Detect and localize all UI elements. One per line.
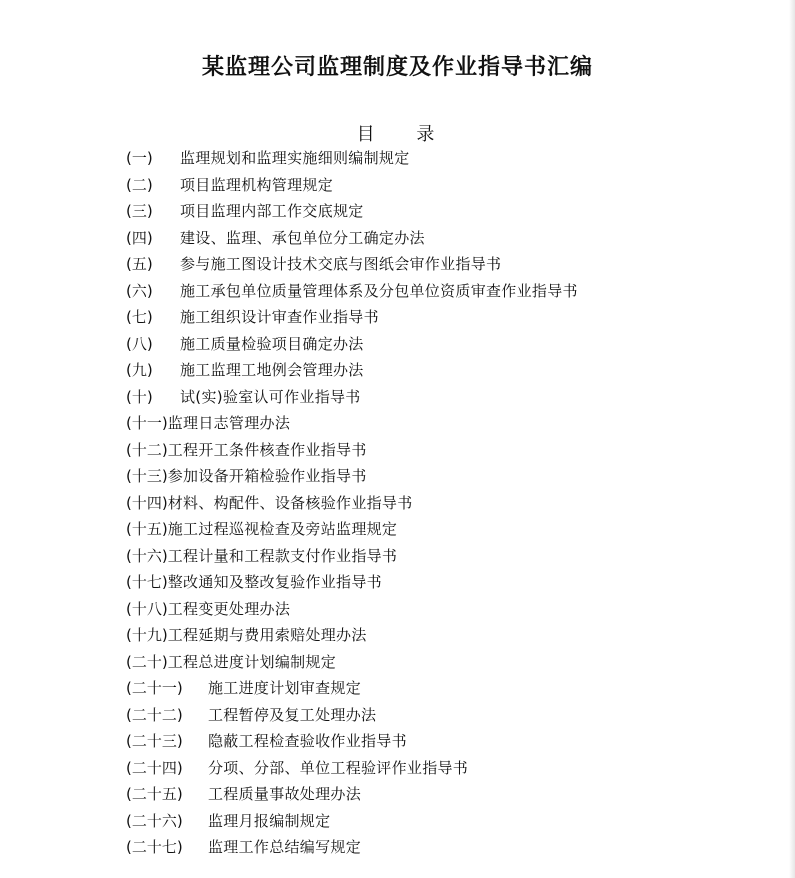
toc-entry-number: (一) xyxy=(126,149,153,167)
toc-entry-24 xyxy=(126,755,706,782)
toc-entry-text: 分项、分部、单位工程验评作业指导书 xyxy=(208,758,469,777)
toc-entry-text: 监理规划和监理实施细则编制规定 xyxy=(180,149,410,167)
toc-entry-12 xyxy=(126,437,706,464)
toc-entry-number: (二十七) xyxy=(126,838,183,856)
toc-entry-text: 整改通知及整改复验作业指导书 xyxy=(167,573,382,591)
toc-entry-1 xyxy=(126,145,706,172)
toc-entry-number: (十八) xyxy=(126,599,168,618)
toc-entry-2 xyxy=(126,172,706,199)
toc-entry-5 xyxy=(126,251,706,278)
toc-entry-3 xyxy=(126,198,706,225)
toc-entry-number: (六) xyxy=(126,281,153,300)
toc-entry-text: 材料、构配件、设备核验作业指导书 xyxy=(167,493,413,512)
toc-entry-27 xyxy=(126,834,706,861)
toc-entry-16 xyxy=(126,543,706,570)
toc-entry-number: (二十二) xyxy=(126,705,183,724)
toc-entry-18 xyxy=(126,596,706,623)
toc-entry-text: 工程开工条件核查作业指导书 xyxy=(167,440,367,459)
toc-entry-number: (四) xyxy=(126,228,153,247)
toc-entry-4 xyxy=(126,225,706,252)
toc-entry-text: 监理工作总结编写规定 xyxy=(208,838,362,856)
toc-entry-text: 建设、监理、承包单位分工确定办法 xyxy=(180,228,425,247)
toc-entry-9 xyxy=(126,357,706,384)
toc-entry-25 xyxy=(126,781,706,808)
toc-entry-text: 试(实)验室认可作业指导书 xyxy=(180,387,361,406)
toc-entry-number: (七) xyxy=(126,308,153,326)
toc-entry-15 xyxy=(126,516,706,543)
toc-entry-number: (十六) xyxy=(126,546,168,565)
toc-entry-number: (三) xyxy=(126,202,153,220)
toc-entry-26 xyxy=(126,808,706,835)
toc-entry-text: 工程质量事故处理办法 xyxy=(208,785,362,803)
toc-entry-13 xyxy=(126,463,706,490)
table-of-contents xyxy=(126,145,706,861)
toc-entry-10 xyxy=(126,384,706,411)
toc-entry-text: 工程暂停及复工处理办法 xyxy=(208,705,377,724)
toc-entry-text: 参与施工图设计技术交底与图纸会审作业指导书 xyxy=(180,255,502,273)
toc-entry-text: 工程变更处理办法 xyxy=(167,599,291,618)
toc-entry-number: (二十四) xyxy=(126,758,183,777)
toc-entry-22 xyxy=(126,702,706,729)
toc-entry-8 xyxy=(126,331,706,358)
document-title: 某监理公司监理制度及作业指导书汇编 xyxy=(201,55,593,80)
toc-entry-text: 施工过程巡视检查及旁站监理规定 xyxy=(167,520,398,538)
toc-entry-number: (十一) xyxy=(126,414,168,432)
toc-entry-number: (十) xyxy=(126,387,153,406)
toc-entry-6 xyxy=(126,278,706,305)
toc-entry-text: 施工进度计划审查规定 xyxy=(208,679,362,697)
toc-entry-number: (二十五) xyxy=(126,785,183,803)
toc-entry-number: (十三) xyxy=(126,467,168,485)
toc-entry-number: (九) xyxy=(126,361,153,379)
toc-entry-14 xyxy=(126,490,706,517)
toc-entry-number: (二十一) xyxy=(126,679,183,697)
toc-entry-number: (五) xyxy=(126,255,153,273)
toc-entry-20 xyxy=(126,649,706,676)
toc-entry-19 xyxy=(126,622,706,649)
toc-entry-11 xyxy=(126,410,706,437)
toc-entry-text: 监理日志管理办法 xyxy=(167,414,291,432)
toc-entry-text: 参加设备开箱检验作业指导书 xyxy=(167,467,367,485)
toc-entry-number: (二) xyxy=(126,175,153,194)
toc-entry-7 xyxy=(126,304,706,331)
toc-entry-number: (二十) xyxy=(126,652,168,671)
toc-heading: 目 录 xyxy=(356,124,453,145)
toc-entry-number: (二十三) xyxy=(126,732,183,750)
toc-entry-number: (十四) xyxy=(126,493,168,512)
toc-entry-number: (十五) xyxy=(126,520,168,538)
toc-entry-23 xyxy=(126,728,706,755)
toc-entry-text: 施工质量检验项目确定办法 xyxy=(180,334,364,353)
toc-entry-text: 施工组织设计审查作业指导书 xyxy=(180,308,379,326)
toc-entry-text: 项目监理机构管理规定 xyxy=(180,175,334,194)
toc-entry-text: 监理月报编制规定 xyxy=(208,811,331,830)
toc-entry-number: (十九) xyxy=(126,626,168,644)
toc-entry-text: 工程延期与费用索赔处理办法 xyxy=(167,626,367,644)
toc-entry-text: 隐蔽工程检查验收作业指导书 xyxy=(208,732,407,750)
toc-entry-text: 工程计量和工程款支付作业指导书 xyxy=(167,546,398,565)
toc-entry-text: 工程总进度计划编制规定 xyxy=(167,652,337,671)
toc-entry-17 xyxy=(126,569,706,596)
toc-entry-number: (二十六) xyxy=(126,811,183,830)
toc-entry-number: (八) xyxy=(126,334,153,353)
toc-entry-21 xyxy=(126,675,706,702)
toc-entry-text: 施工监理工地例会管理办法 xyxy=(180,361,364,379)
toc-entry-number: (十七) xyxy=(126,573,168,591)
toc-entry-text: 施工承包单位质量管理体系及分包单位资质审查作业指导书 xyxy=(180,281,578,300)
toc-entry-number: (十二) xyxy=(126,440,168,459)
toc-entry-text: 项目监理内部工作交底规定 xyxy=(180,202,364,220)
